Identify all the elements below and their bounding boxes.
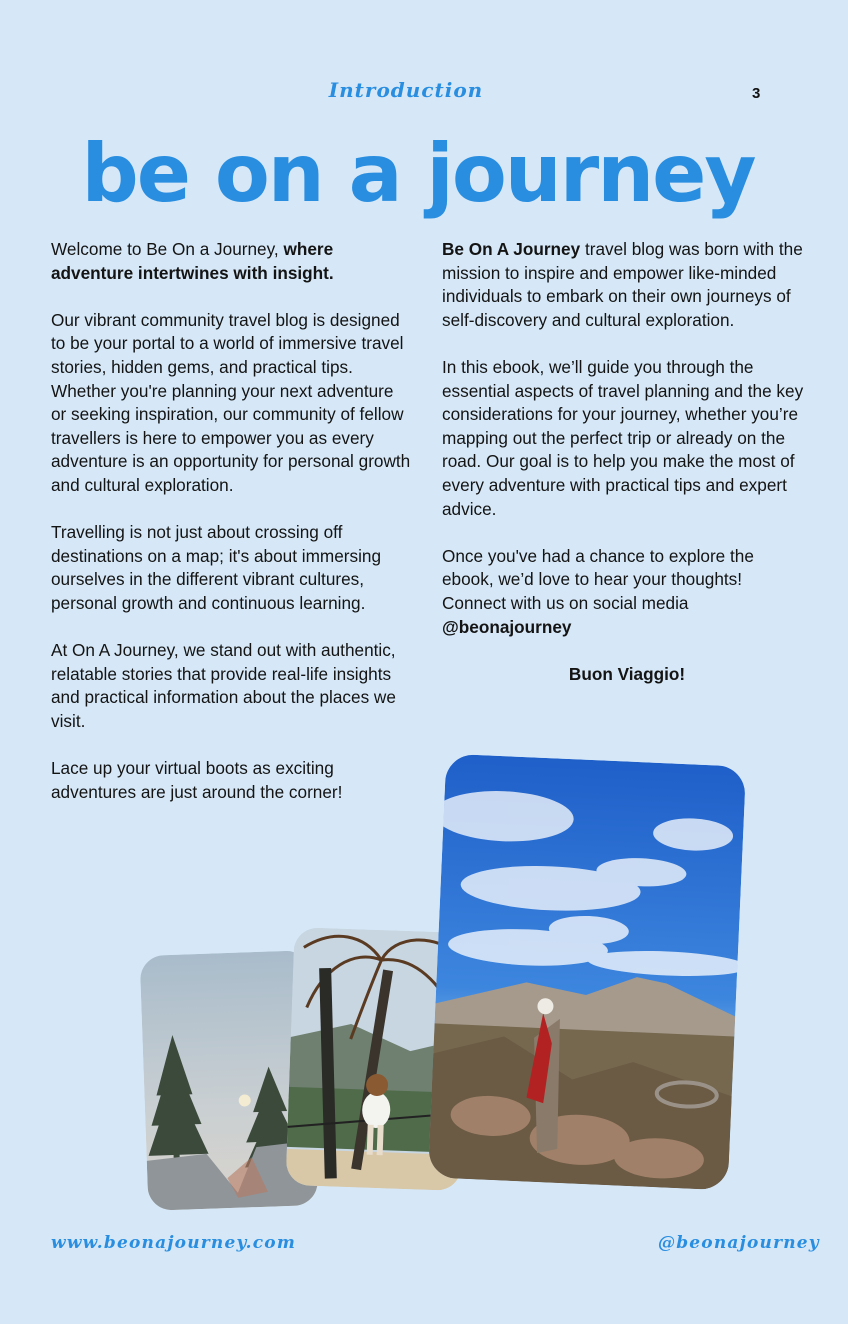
blog-name: Be On A Journey [442, 239, 581, 259]
community-paragraph: Our vibrant community travel blog is designed to be your portal to a world of immersive travel stories, hidden gems, and practical tips. Whether you're planning your next adventure or seeking inspiration, our community of fellow travellers is here to empower you as every adventure is an opportunity for personal growth and cultural exploration. [51, 309, 411, 495]
travelling-paragraph: Travelling is not just about crossing off destinations on a map; it's about immersing ourselves in the different vibrant cultures, personal growth and continuous learning. [51, 522, 382, 613]
website-link[interactable]: www.beonajourney.com [51, 1233, 297, 1253]
intro-paragraph [51, 238, 411, 285]
boots-paragraph: Lace up your virtual boots as exciting adventures are just around the corner! [51, 758, 343, 802]
stories-paragraph: At On A Journey, we stand out with authentic, relatable stories that provide real-life insights and practical information about the places we visit. [51, 640, 396, 731]
section-title: Introduction [328, 78, 484, 102]
social-handle-footer[interactable]: @beonajourney [658, 1233, 820, 1253]
left-column [51, 238, 411, 828]
intro-lead: Welcome to Be On a Journey, [51, 239, 284, 259]
mission-text: travel blog was born with the mission to inspire and empower like-minded individuals to embark on their own journeys of self-discovery and cultural exploration. [442, 239, 803, 330]
intro-tagline: where adventure intertwines with insight. [51, 239, 334, 283]
social-text: Once you've had a chance to explore the ebook, we’d love to hear your thoughts! Connect with us on social media [442, 545, 754, 613]
ebook-paragraph: In this ebook, we’ll guide you through the essential aspects of travel planning and the key considerations for your journey, whether you’re mapping out the perfect trip or already on the road. Our goal is to help you make the most of every adventure with practical tips and expert advice. [442, 356, 804, 519]
social-paragraph [442, 545, 810, 639]
page-number: 3 [752, 85, 761, 102]
social-handle[interactable]: @beonajourney [442, 616, 572, 637]
volcano-landscape-photo [428, 754, 746, 1191]
mission-paragraph [442, 238, 810, 332]
page-title: be on a journey [81, 127, 755, 220]
signoff: Buon Viaggio! [568, 663, 686, 684]
right-column [442, 238, 810, 710]
